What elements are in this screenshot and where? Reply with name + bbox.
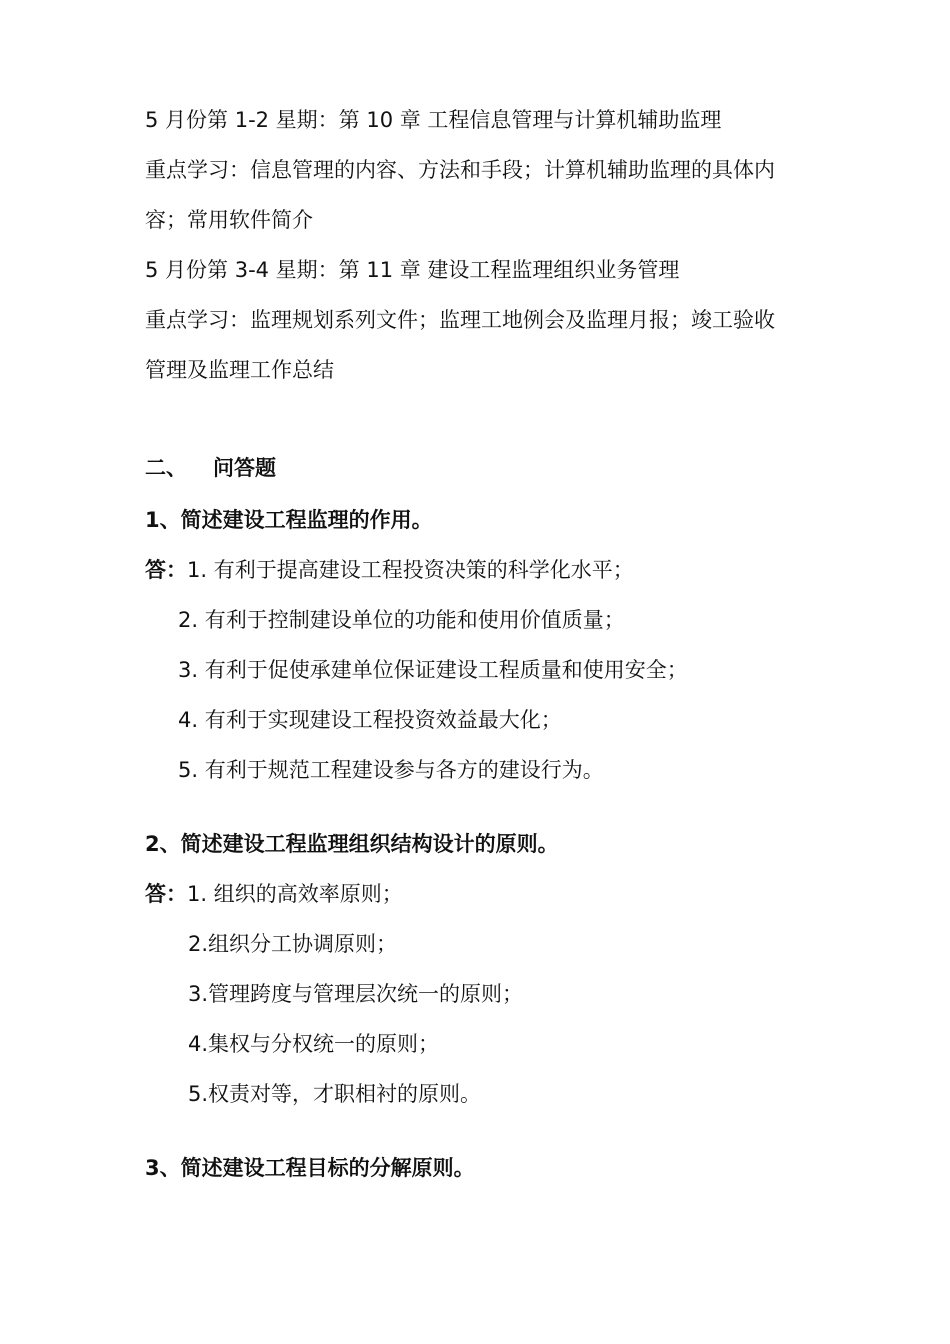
schedule-focus-2-line2: 管理及监理工作总结 <box>145 358 334 382</box>
answer-2-row-1 <box>145 880 403 908</box>
schedule-focus-1-line1: 重点学习：信息管理的内容、方法和手段；计算机辅助监理的具体内 <box>145 158 775 182</box>
section-heading <box>145 454 276 482</box>
answer-1-item-5: 5. 有利于规范工程建设参与各方的建设行为。 <box>178 758 604 782</box>
answer-2-item-3: 3.管理跨度与管理层次统一的原则； <box>188 982 524 1006</box>
schedule-focus-2-line1: 重点学习：监理规划系列文件；监理工地例会及监理月报；竣工验收 <box>145 308 775 332</box>
question-2: 2、简述建设工程监理组织结构设计的原则。 <box>145 832 559 856</box>
answer-1-item-3: 3. 有利于促使承建单位保证建设工程质量和使用安全； <box>178 658 688 682</box>
answer-2-item-4: 4.集权与分权统一的原则； <box>188 1032 440 1056</box>
answer-1-prefix: 答： <box>145 558 187 582</box>
section-number: 二、 <box>145 456 187 480</box>
answer-1-row-1 <box>145 556 634 584</box>
answer-1-item-4: 4. 有利于实现建设工程投资效益最大化； <box>178 708 562 732</box>
schedule-heading-1: 5 月份第 1-2 星期：第 10 章 工程信息管理与计算机辅助监理 <box>145 108 722 132</box>
section-title: 问答题 <box>213 456 276 480</box>
question-3: 3、简述建设工程目标的分解原则。 <box>145 1156 475 1180</box>
schedule-heading-2: 5 月份第 3-4 星期：第 11 章 建设工程监理组织业务管理 <box>145 258 680 282</box>
answer-2-item-2: 2.组织分工协调原则； <box>188 932 398 956</box>
answer-2-item-1: 1. 组织的高效率原则； <box>187 882 403 906</box>
answer-1-item-1: 1. 有利于提高建设工程投资决策的科学化水平； <box>187 558 634 582</box>
answer-2-item-5: 5.权责对等，才职相衬的原则。 <box>188 1082 482 1106</box>
schedule-focus-1-line2: 容；常用软件简介 <box>145 208 313 232</box>
answer-1-item-2: 2. 有利于控制建设单位的功能和使用价值质量； <box>178 608 625 632</box>
answer-2-prefix: 答： <box>145 882 187 906</box>
question-1: 1、简述建设工程监理的作用。 <box>145 508 433 532</box>
